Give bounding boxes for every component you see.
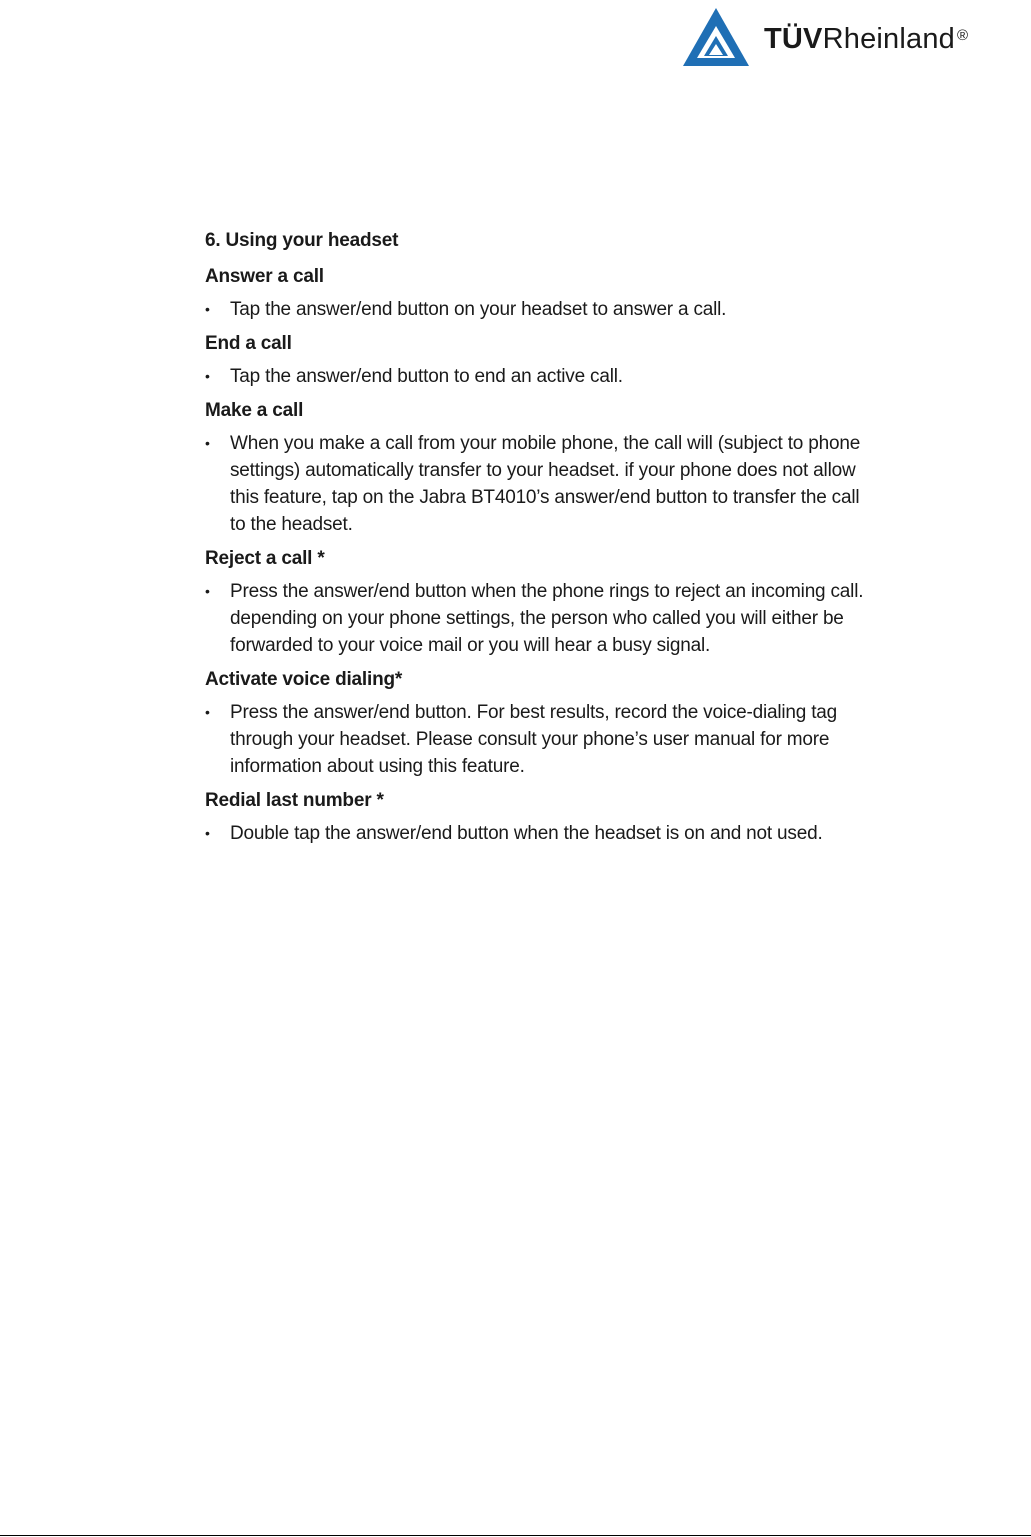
bullet-icon: • (205, 704, 210, 720)
bullet-text: When you make a call from your mobile phone, the call will (subject to phone settings) automatically transfer to your headset. if your phone does not allow this feature, tap on the Jabra BT4010’s answer/end button to transfer the call to the headset. (230, 433, 861, 535)
list-item (205, 430, 865, 538)
logo-text-rheinland: Rheinland (822, 23, 956, 55)
bullet-icon: • (205, 301, 210, 317)
bullet-list (205, 820, 865, 847)
section-title: 6. Using your headset (205, 230, 399, 251)
bullet-list (205, 699, 865, 780)
bullet-icon: • (205, 435, 210, 451)
subsection-heading: End a call (205, 333, 292, 354)
list-item (205, 820, 865, 847)
subsection-heading: Answer a call (205, 266, 324, 287)
bullet-text: Tap the answer/end button on your headset to answer a call. (230, 299, 727, 320)
tuv-rheinland-logo (681, 6, 1011, 68)
bullet-list (205, 430, 865, 538)
bottom-divider (0, 1535, 1031, 1536)
logo-wordmark (764, 22, 968, 56)
bullet-icon: • (205, 368, 210, 384)
bullet-text: Press the answer/end button when the phone rings to reject an incoming call. depending on your phone settings, the person who called you will either be forwarded to your voice mail or you will hear a busy signal. (230, 581, 864, 656)
logo-text-tuv: TÜV (764, 23, 823, 55)
list-item (205, 699, 865, 780)
bullet-list (205, 363, 865, 390)
bullet-list (205, 296, 865, 323)
subsection-heading: Activate voice dialing* (205, 669, 403, 690)
subsection-heading: Reject a call * (205, 548, 325, 569)
bullet-list (205, 578, 865, 659)
bullet-icon: • (205, 583, 210, 599)
subsection-answer-call (205, 263, 865, 323)
subsection-heading: Make a call (205, 400, 304, 421)
bullet-text: Double tap the answer/end button when the headset is on and not used. (230, 823, 823, 844)
bullet-icon: • (205, 825, 210, 841)
list-item (205, 363, 865, 390)
subsection-redial (205, 787, 865, 847)
subsection-end-call (205, 330, 865, 390)
subsection-make-call (205, 397, 865, 538)
subsection-heading: Redial last number * (205, 790, 384, 811)
list-item (205, 578, 865, 659)
registered-mark: ® (957, 27, 969, 44)
bullet-text: Tap the answer/end button to end an active call. (230, 366, 623, 387)
tuv-triangle-logo-icon (681, 6, 751, 68)
subsection-voice-dialing (205, 666, 865, 780)
list-item (205, 296, 865, 323)
bullet-text: Press the answer/end button. For best results, record the voice-dialing tag through your headset. Please consult your phone’s user manual for more information about using this feature. (230, 702, 838, 777)
document-content (205, 227, 865, 854)
subsection-reject-call (205, 545, 865, 659)
